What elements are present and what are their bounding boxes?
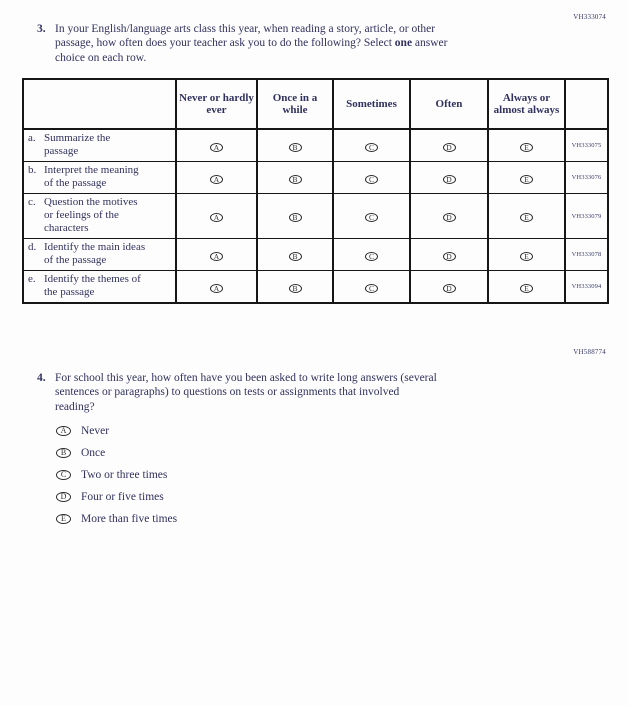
answer-bubble-c[interactable]: C [56,470,71,480]
answer-bubble-d[interactable]: D [443,143,456,152]
question4-text-line1: For school this year, how often have you been asked to write long answers (several [55,372,437,384]
statement-cell-b [23,162,176,194]
row-item-code: VH333075 [565,129,608,162]
answer-bubble-e[interactable]: E [520,252,533,261]
answer-bubble-a[interactable]: A [210,143,223,152]
table-row-b [23,162,608,194]
answer-bubble-c[interactable]: C [365,213,378,222]
question4-text-line3: reading? [55,400,95,413]
option-label: Never [81,425,110,437]
answer-bubble-b[interactable]: B [289,252,302,261]
question4-text-line2: sentences or paragraphs) to questions on tests or assignments that involved [55,386,400,399]
answer-cell [176,162,257,194]
answer-cell [257,129,333,162]
question4-text [55,371,437,414]
answer-cell [333,271,410,304]
answer-bubble-b[interactable]: B [289,175,302,184]
answer-bubble-a[interactable]: A [210,252,223,261]
column-header-always-or-almost-always: Always or almost always [488,79,565,129]
row-letter: b. [28,164,37,176]
statement-cell-c [23,194,176,239]
answer-bubble-b[interactable]: B [56,448,71,458]
answer-cell [488,162,565,194]
option-two-or-three-times [56,464,177,486]
answer-bubble-d[interactable]: D [443,175,456,184]
answer-bubble-e[interactable]: E [520,143,533,152]
answer-bubble-a[interactable]: A [56,426,71,436]
grid-header-row [23,79,608,129]
question3-text-line3: choice on each row. [55,51,147,64]
answer-bubble-d[interactable]: D [443,213,456,222]
answer-cell [333,162,410,194]
answer-cell [176,194,257,239]
table-row-c [23,194,608,239]
row-letter: e. [28,273,36,285]
question3-text [55,22,448,65]
option-once [56,442,177,464]
option-never [56,420,177,442]
answer-cell [333,194,410,239]
row-item-code: VH333079 [565,194,608,239]
answer-cell [257,162,333,194]
answer-bubble-c[interactable]: C [365,175,378,184]
option-label: Once [81,447,106,459]
column-header-once-in-a-while: Once in a while [257,79,333,129]
row-letter: d. [28,241,37,253]
row-item-code: VH333076 [565,162,608,194]
grid-header-empty [23,79,176,129]
answer-cell [488,194,565,239]
question4-item-code: VH588774 [573,348,606,356]
row-item-code: VH333094 [565,271,608,304]
option-label: Two or three times [81,469,168,481]
question3-number: 3. [37,23,46,35]
answer-bubble-d[interactable]: D [443,284,456,293]
answer-cell [176,271,257,304]
statement-cell-a [23,129,176,162]
question3-text-line1: In your English/language arts class this year, when reading a story, article, or other [55,23,436,35]
answer-bubble-a[interactable]: A [210,284,223,293]
option-label: More than five times [81,513,178,525]
answer-cell [257,194,333,239]
answer-bubble-e[interactable]: E [520,284,533,293]
answer-bubble-c[interactable]: C [365,252,378,261]
answer-cell [488,271,565,304]
answer-bubble-a[interactable]: A [210,175,223,184]
answer-bubble-b[interactable]: B [289,284,302,293]
answer-cell [257,239,333,271]
option-four-or-five-times [56,486,177,508]
option-more-than-five-times [56,508,177,530]
question3-text-line2: passage, how often does your teacher ask you to do the following? Select one answer [55,37,448,50]
answer-cell [257,271,333,304]
table-row-d [23,239,608,271]
question4-number: 4. [37,372,46,384]
answer-bubble-e[interactable]: E [520,213,533,222]
answer-cell [410,162,488,194]
question3 [37,22,448,65]
column-header-sometimes: Sometimes [333,79,410,129]
answer-bubble-d[interactable]: D [56,492,71,502]
answer-bubble-b[interactable]: B [289,143,302,152]
answer-cell [488,129,565,162]
answer-cell [176,129,257,162]
row-statement: Question the motives or feelings of the characters [44,196,138,234]
answer-bubble-c[interactable]: C [365,143,378,152]
answer-cell [410,239,488,271]
table-row-e [23,271,608,304]
answer-cell [333,239,410,271]
column-header-often: Often [410,79,488,129]
answer-cell [410,194,488,239]
grid-header-code-column [565,79,608,129]
statement-cell-d [23,239,176,271]
row-letter: a. [28,132,36,144]
question4 [37,371,437,414]
answer-bubble-c[interactable]: C [365,284,378,293]
row-statement: Summarize the passage [44,132,111,157]
column-header-never-or-hardly-ever: Never or hardly ever [176,79,257,129]
question3-answer-grid [22,78,609,304]
question4-options [56,420,177,530]
answer-cell [488,239,565,271]
row-statement: Identify the themes of the passage [44,273,141,298]
answer-bubble-e[interactable]: E [56,514,71,524]
answer-cell [176,239,257,271]
row-letter: c. [28,196,36,208]
table-row-a [23,129,608,162]
answer-bubble-d[interactable]: D [443,252,456,261]
row-statement: Identify the main ideas of the passage [44,241,146,266]
answer-bubble-b[interactable]: B [289,213,302,222]
option-label: Four or five times [81,491,164,503]
answer-cell [333,129,410,162]
answer-bubble-e[interactable]: E [520,175,533,184]
statement-cell-e [23,271,176,304]
row-statement: Interpret the meaning of the passage [44,164,139,189]
question3-item-code: VH333074 [573,13,606,21]
answer-cell [410,271,488,304]
row-item-code: VH333078 [565,239,608,271]
answer-bubble-a[interactable]: A [210,213,223,222]
answer-cell [410,129,488,162]
